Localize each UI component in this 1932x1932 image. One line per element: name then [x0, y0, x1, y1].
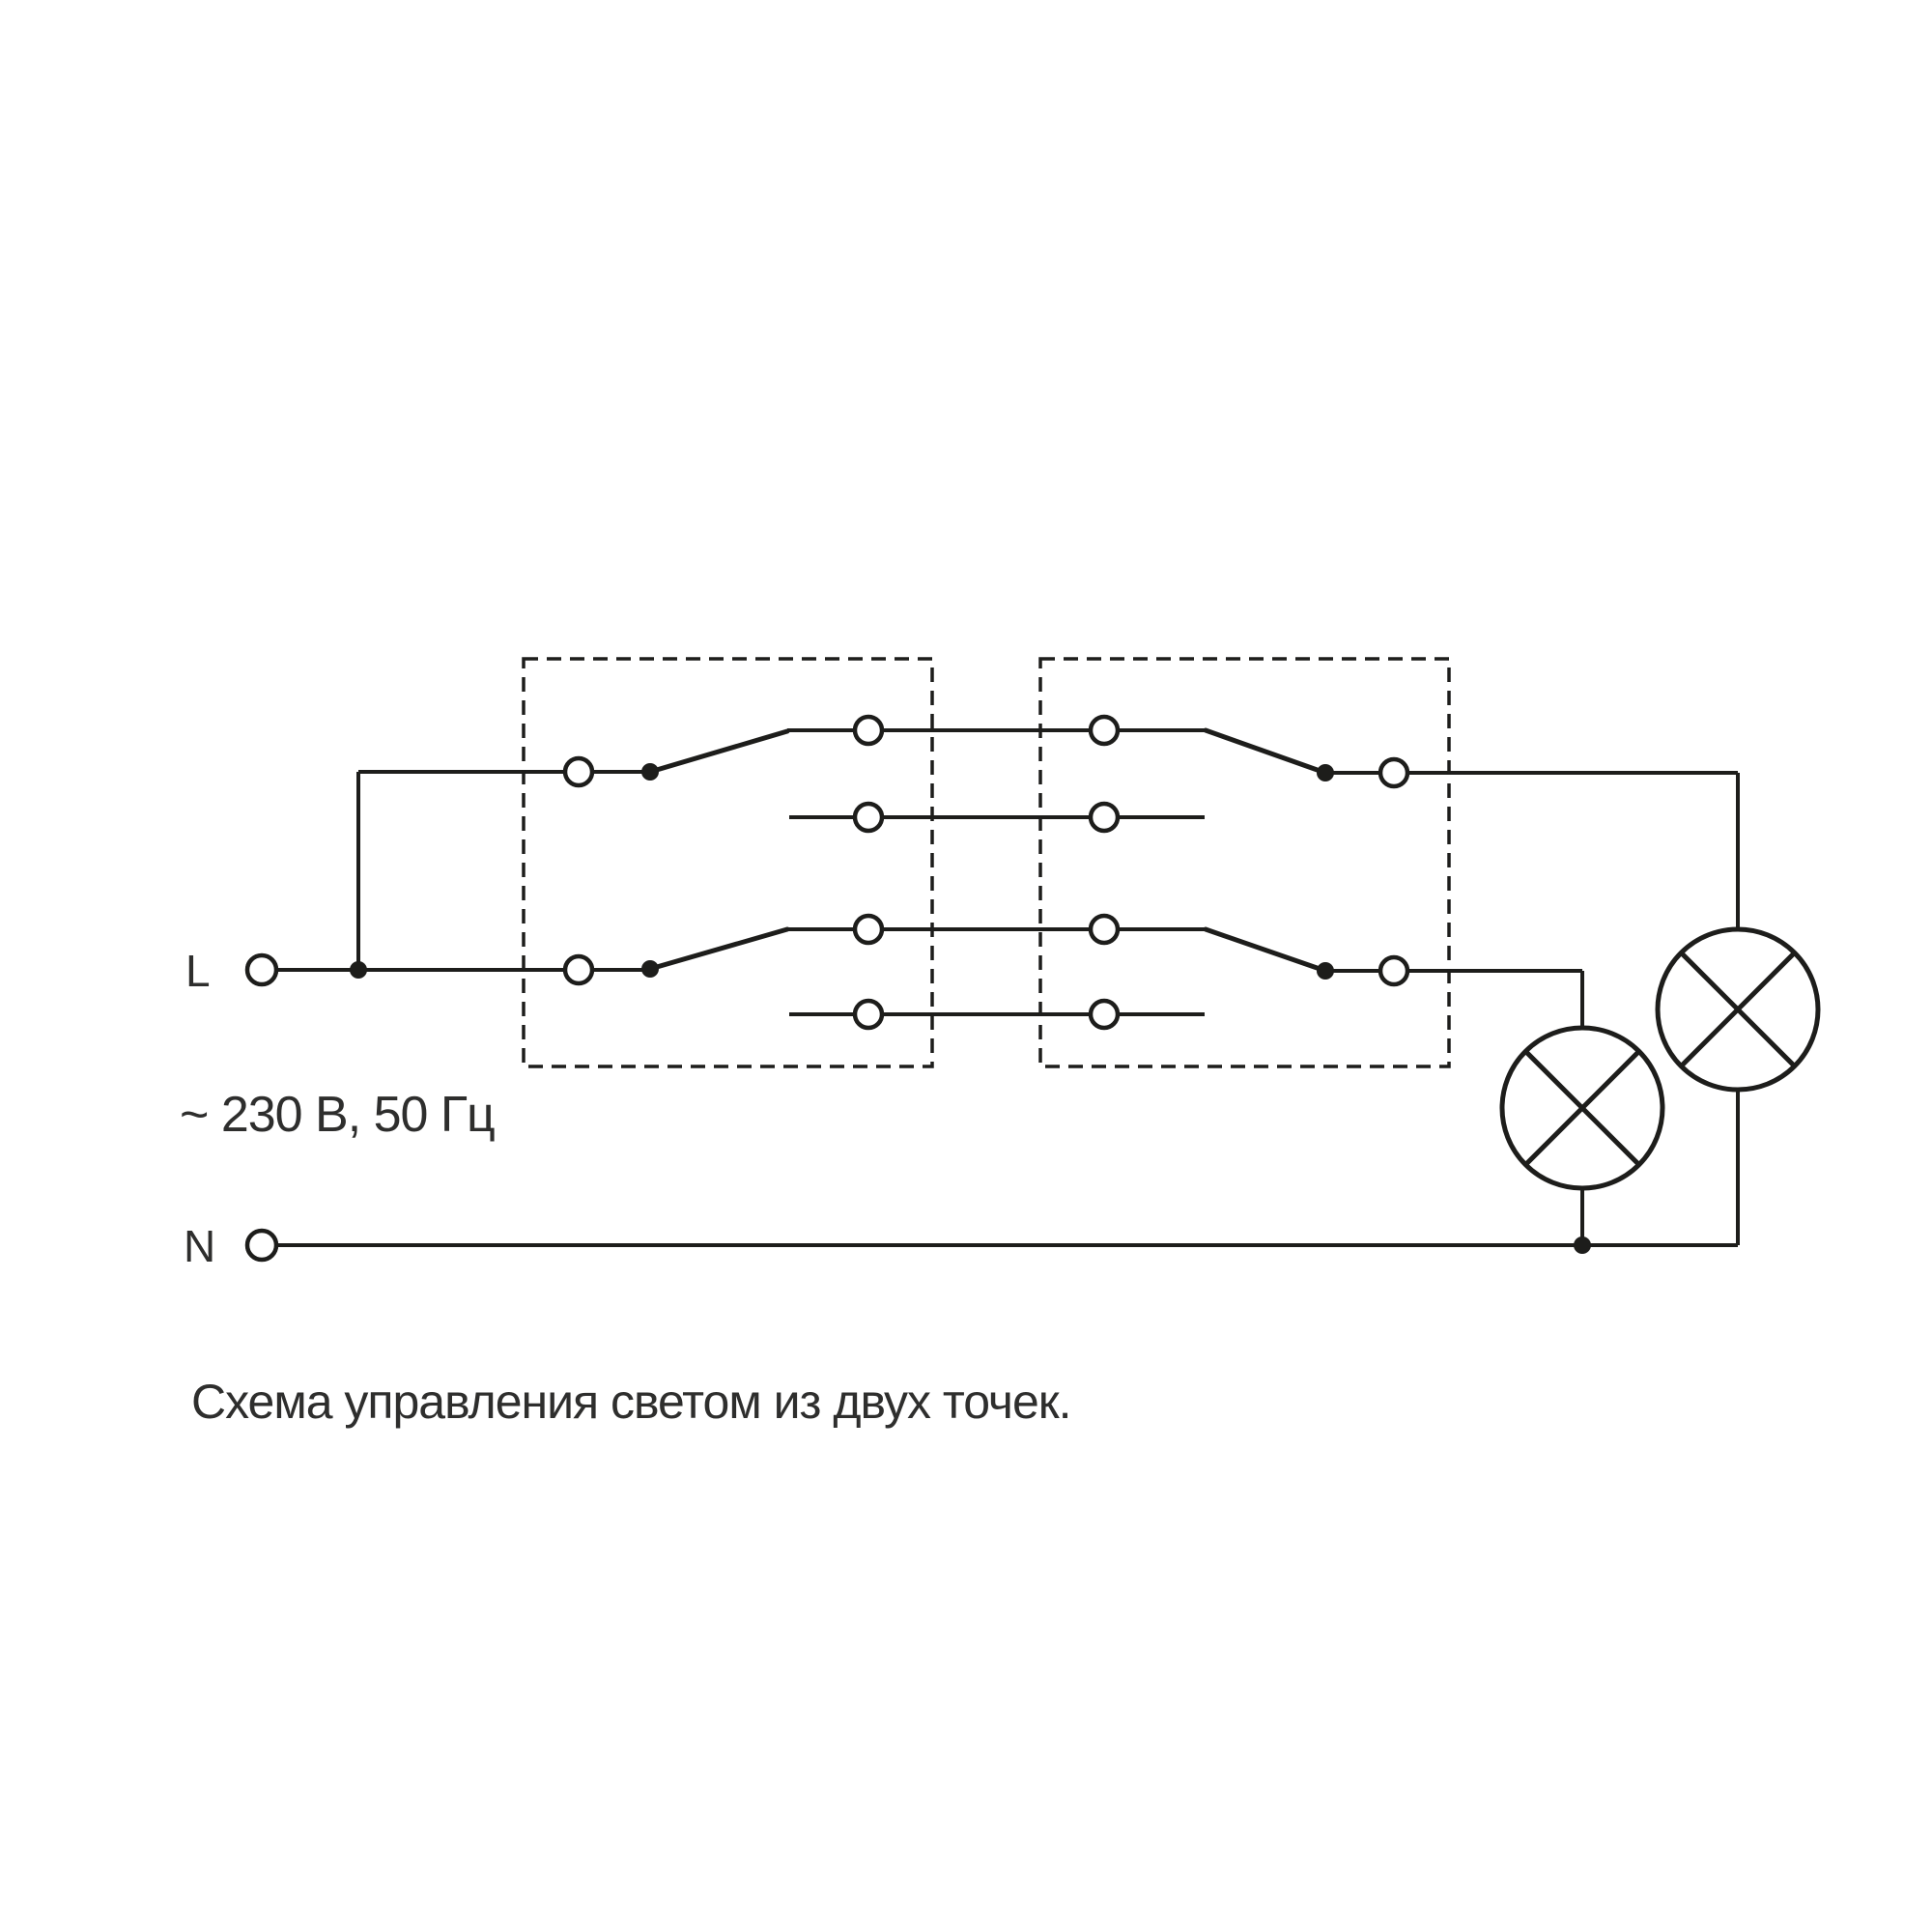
switch2-lower-pivot-dot [1317, 962, 1334, 980]
switch2-upper-common-terminal [1380, 759, 1407, 786]
switch1-lower-pivot-dot [641, 960, 659, 978]
switch1-lower-traveler2-terminal [855, 1001, 882, 1028]
switch1-lower-blade [650, 929, 787, 969]
switch2-upper-pivot-dot [1317, 764, 1334, 781]
switch2-upper-traveler2-terminal [1091, 804, 1118, 831]
line-junction-dot [350, 961, 367, 979]
neutral-junction-dot [1574, 1236, 1591, 1254]
switch2-lower-common-terminal [1380, 957, 1407, 984]
switch2-upper-traveler1-terminal [1091, 717, 1118, 744]
line-terminal-circle [247, 955, 276, 984]
power-rating-text: ~ 230 В, 50 Гц [180, 1087, 495, 1143]
neutral-terminal-circle [247, 1231, 276, 1260]
switch1-lower-common-terminal [565, 956, 592, 983]
line-terminal-label: L [185, 946, 210, 996]
switch1-lower-traveler1-terminal [855, 916, 882, 943]
switch2-lower-traveler1-terminal [1091, 916, 1118, 943]
switch1-upper-common-terminal [565, 758, 592, 785]
switch1-upper-traveler1-terminal [855, 717, 882, 744]
diagram-caption: Схема управления светом из двух точек. [191, 1375, 1071, 1429]
switch2-upper-blade [1206, 730, 1325, 773]
switch2-lower-traveler2-terminal [1091, 1001, 1118, 1028]
switch2-lower-blade [1206, 929, 1325, 971]
switch1-upper-traveler2-terminal [855, 804, 882, 831]
switch1-upper-blade [650, 731, 787, 772]
switch1-upper-pivot-dot [641, 763, 659, 781]
neutral-terminal-label: N [184, 1221, 215, 1271]
